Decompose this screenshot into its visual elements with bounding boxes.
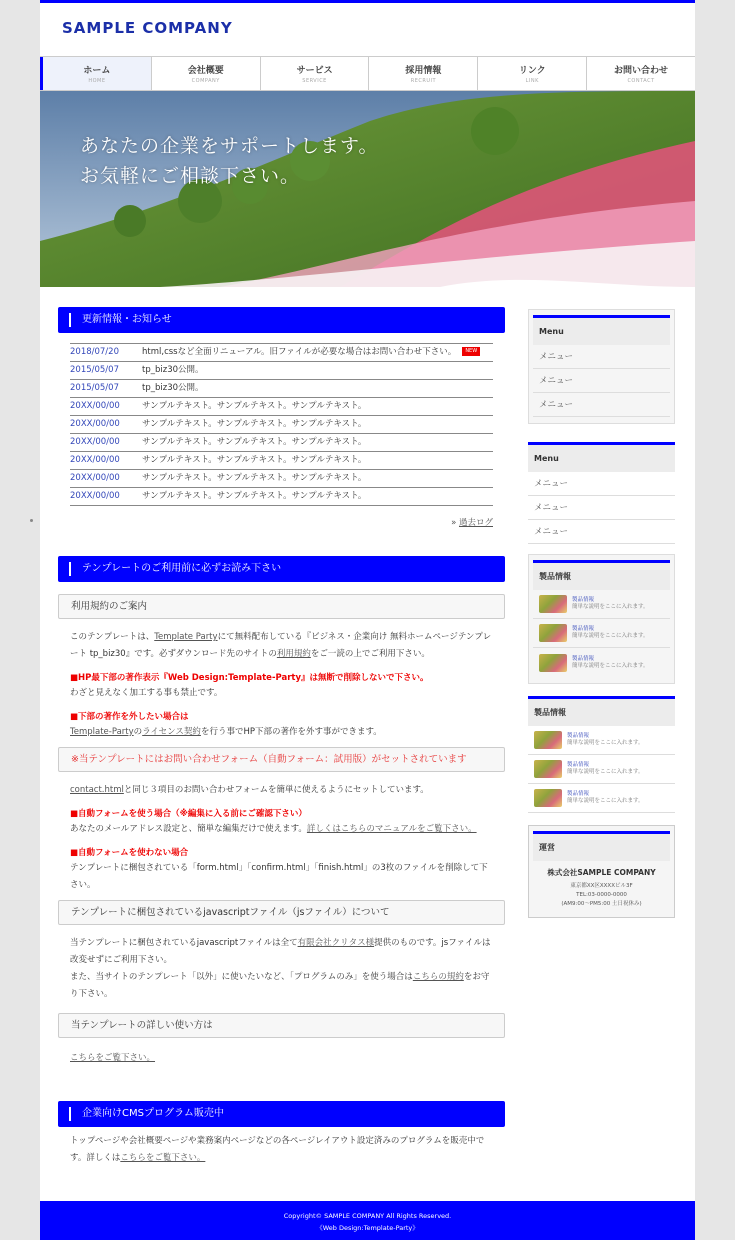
- product-name: 製品情報: [567, 791, 590, 797]
- js-paragraph-2: [70, 969, 493, 1003]
- site-logo[interactable]: SAMPLE COMPANY: [62, 19, 233, 37]
- program-terms-link[interactable]: こちらの規約: [412, 972, 464, 982]
- cms-text: トップページや会社概要ページや業務案内ページなどの各ページレイアウト設定済みのプログラムを販売中です。詳しくは: [70, 1136, 485, 1163]
- operator-address: 東京都XX区XXXXビル3F: [570, 883, 633, 889]
- product-desc: 簡単な説明をここに入れます。: [567, 769, 644, 775]
- nav-label: お問い合わせ: [614, 66, 669, 76]
- sidebar-menu-title: Menu: [533, 315, 670, 345]
- footer-copyright: Copyright© SAMPLE COMPANY All Rights Reserved.: [283, 1212, 452, 1220]
- note-credit-text: わざと見えなく加工する事も禁止です。: [70, 688, 223, 698]
- news-date: 20XX/00/00: [70, 401, 120, 411]
- terms-text-c: をご一読の上でご利用下さい。: [310, 649, 430, 659]
- terms-link[interactable]: 利用規約: [276, 649, 311, 659]
- product-thumbnail: [539, 654, 567, 672]
- news-item: [70, 452, 493, 470]
- nav-sublabel: RECRUIT: [410, 78, 437, 84]
- news-item: [70, 470, 493, 488]
- news-text-body: html,cssなど全面リニューアル。旧ファイルが必要な場合はお問い合わせ下さい。: [142, 347, 457, 357]
- guide-heading: テンプレートのご利用前に必ずお読み下さい: [58, 556, 505, 582]
- past-log-link[interactable]: 過去ログ: [458, 518, 493, 528]
- operator-box: [528, 825, 675, 918]
- hero-headline-2: お気軽にご相談下さい。: [80, 165, 301, 187]
- nav-label: ホーム: [83, 66, 111, 76]
- terms-heading: 利用規約のご案内: [58, 594, 505, 619]
- sidebar-menu-item[interactable]: メニュー: [533, 369, 670, 393]
- form-heading: ※当テンプレートにはお問い合わせフォーム（自動フォーム：試用版）がセットされています: [58, 747, 505, 772]
- license-mid: の: [133, 727, 143, 737]
- nav-item-recruit[interactable]: [368, 57, 477, 90]
- contact-html-link[interactable]: contact.html: [70, 785, 124, 795]
- product-item[interactable]: [533, 619, 670, 648]
- product-desc: 簡単な説明をここに入れます。: [567, 740, 644, 746]
- product-name: 製品情報: [572, 655, 595, 662]
- js-paragraph-1: [70, 935, 493, 969]
- footer-credit[interactable]: 《Web Design:Template-Party》: [316, 1224, 419, 1232]
- js-text-a: 当テンプレートに梱包されているjavascriptファイルは全て: [70, 938, 298, 948]
- nav-item-contact[interactable]: [586, 57, 695, 90]
- product-item[interactable]: [533, 590, 670, 619]
- terms-text-a: このテンプレートは、: [70, 632, 155, 642]
- auto-form-paragraph: [70, 821, 493, 838]
- news-heading: 更新情報・お知らせ: [58, 307, 505, 333]
- news-date: 2015/05/07: [70, 383, 119, 393]
- product-thumbnail: [534, 760, 562, 778]
- new-badge: NEW: [462, 347, 480, 356]
- nav-label: リンク: [518, 66, 546, 76]
- product-item[interactable]: [533, 648, 670, 677]
- license-paragraph: [70, 724, 493, 741]
- cms-paragraph: [70, 1133, 493, 1167]
- template-party-link-2[interactable]: Template-Party: [70, 727, 134, 737]
- sidebar-menu-item[interactable]: メニュー: [528, 496, 675, 520]
- product-box-title: 製品情報: [528, 696, 675, 726]
- sidebar-menu-list: [533, 345, 670, 417]
- js-heading: テンプレートに梱包されているjavascriptファイル（jsファイル）について: [58, 900, 505, 925]
- sidebar-menu-title: Menu: [528, 442, 675, 472]
- product-thumbnail: [534, 789, 562, 807]
- news-date: 20XX/00/00: [70, 491, 120, 501]
- news-text: サンプルテキスト。サンプルテキスト。サンプルテキスト。: [142, 419, 367, 429]
- news-date: 2018/07/20: [70, 347, 119, 357]
- footer: [40, 1201, 695, 1240]
- no-auto-form-text: テンプレートに梱包されている「form.html」「confirm.html」「finish.html」の3枚のファイルを削除して下さい。: [70, 863, 488, 890]
- page-bullet-dot: [30, 519, 33, 522]
- hero-flower-hill-image: [40, 91, 695, 287]
- product-name: 製品情報: [572, 626, 595, 632]
- product-item[interactable]: [528, 755, 675, 784]
- news-item: [70, 434, 493, 452]
- news-more: [58, 516, 493, 528]
- operator-tel: TEL:03-0000-0000: [576, 892, 627, 898]
- news-text: サンプルテキスト。サンプルテキスト。サンプルテキスト。: [142, 455, 367, 465]
- kuritasu-link[interactable]: 有限会社クリタス様: [297, 938, 375, 948]
- product-box-1: [528, 554, 675, 684]
- product-box-2: [528, 696, 675, 813]
- news-text: tp_biz30公開。: [142, 365, 204, 375]
- page-container: [40, 0, 695, 1240]
- operator-hours: (AM9:00〜PM5:00 土日祝休み): [561, 901, 642, 907]
- hero-headline-1: あなたの企業をサポートします。: [80, 135, 379, 157]
- product-desc: 簡単な説明をここに入れます。: [572, 662, 649, 669]
- main-nav: [40, 56, 695, 91]
- template-party-link[interactable]: Template Party: [154, 632, 218, 642]
- news-item: [70, 344, 493, 362]
- product-name: 製品情報: [572, 597, 595, 603]
- cms-link[interactable]: こちらをご覧下さい。: [120, 1153, 206, 1163]
- note-remove-credit: ■下部の著作を外したい場合は: [70, 712, 189, 722]
- license-end: を行う事でHP下部の著作を外す事ができます。: [200, 727, 382, 737]
- header: [40, 3, 695, 56]
- product-desc: 簡単な説明をここに入れます。: [572, 604, 649, 610]
- nav-label: 採用情報: [405, 66, 442, 76]
- manual-link[interactable]: 詳しくはこちらのマニュアルをご覧下さい。: [306, 824, 477, 834]
- sidebar-menu-item[interactable]: メニュー: [533, 345, 670, 369]
- sidebar-menu-item[interactable]: メニュー: [528, 520, 675, 544]
- nav-item-link[interactable]: [477, 57, 586, 90]
- product-name: 製品情報: [567, 762, 590, 768]
- news-text: tp_biz30公開。: [142, 383, 204, 393]
- news-date: 20XX/00/00: [70, 455, 120, 465]
- news-date: 2015/05/07: [70, 365, 119, 375]
- nav-label: 会社概要: [187, 66, 224, 76]
- news-item: [70, 488, 493, 506]
- news-item: [70, 362, 493, 380]
- operator-name: 株式会社SAMPLE COMPANY: [547, 868, 656, 877]
- news-text: サンプルテキスト。サンプルテキスト。サンプルテキスト。: [142, 437, 367, 447]
- cms-heading: 企業向けCMSプログラム販売中: [58, 1101, 505, 1127]
- news-date: 20XX/00/00: [70, 419, 120, 429]
- operator-title: 運営: [533, 831, 670, 861]
- product-desc: 簡単な説明をここに入れます。: [567, 798, 644, 804]
- news-text: サンプルテキスト。サンプルテキスト。サンプルテキスト。: [142, 401, 367, 411]
- note-no-auto-form: ■自動フォームを使わない場合: [70, 848, 189, 858]
- sidebar-menu-item[interactable]: メニュー: [533, 393, 670, 417]
- terms-paragraph: [70, 629, 493, 663]
- js2-text-b: をお守り下さい。: [70, 972, 490, 999]
- hero-banner: [40, 91, 695, 287]
- form-text: と同じ３項目のお問い合わせフォームを簡単に使えるようにセットしています。: [123, 785, 429, 795]
- nav-sublabel: SERVICE: [302, 78, 327, 84]
- news-text: サンプルテキスト。サンプルテキスト。サンプルテキスト。: [142, 473, 367, 483]
- news-date: 20XX/00/00: [70, 473, 120, 483]
- product-thumbnail: [539, 595, 567, 613]
- auto-form-text: あなたのメールアドレス設定と、簡単な編集だけで使えます。: [70, 824, 307, 834]
- license-link[interactable]: ライセンス契約: [142, 727, 201, 737]
- sidebar-menu-list: [528, 472, 675, 544]
- news-list: [70, 343, 493, 506]
- product-item[interactable]: [528, 726, 675, 755]
- js-text-b: 提供のものです。jsファイルは改変せずにご利用下さい。: [70, 938, 491, 965]
- news-text: [142, 344, 493, 361]
- product-desc: 簡単な説明をここに入れます。: [572, 633, 649, 639]
- nav-sublabel: COMPANY: [191, 78, 220, 84]
- news-item: [70, 398, 493, 416]
- js2-text-a: また、当サイトのテンプレート「以外」に使いたいなど、「プログラムのみ」を使う場合は: [70, 972, 413, 982]
- usage-link[interactable]: こちらをご覧下さい。: [70, 1053, 156, 1063]
- product-name: 製品情報: [567, 733, 590, 739]
- news-item: [70, 416, 493, 434]
- main-content: [58, 307, 505, 1167]
- usage-heading: 当テンプレートの詳しい使い方は: [58, 1013, 505, 1038]
- product-thumbnail: [539, 624, 567, 642]
- news-text: サンプルテキスト。サンプルテキスト。サンプルテキスト。: [142, 491, 367, 501]
- nav-item-service[interactable]: [260, 57, 369, 90]
- sidebar: [528, 309, 675, 918]
- sidebar-menu-box-1: [528, 309, 675, 424]
- news-item: [70, 380, 493, 398]
- nav-sublabel: HOME: [88, 78, 106, 84]
- nav-sublabel: LINK: [525, 78, 539, 84]
- product-item[interactable]: [528, 784, 675, 813]
- nav-sublabel: CONTACT: [627, 78, 655, 84]
- nav-item-home[interactable]: [40, 57, 151, 90]
- nav-label: サービス: [296, 66, 333, 76]
- sidebar-menu-box-2: [528, 442, 675, 544]
- sidebar-menu-item[interactable]: メニュー: [528, 472, 675, 496]
- more-arrow: »: [451, 518, 457, 528]
- news-date: 20XX/00/00: [70, 437, 120, 447]
- form-paragraph: [70, 782, 493, 799]
- product-thumbnail: [534, 731, 562, 749]
- nav-item-company[interactable]: [151, 57, 260, 90]
- note-credit: ■HP最下部の著作表示『Web Design:Template-Party』は無断で削除しないで下さい。: [70, 673, 429, 683]
- usage-paragraph: [70, 1050, 493, 1067]
- note-auto-form: ■自動フォームを使う場合（※編集に入る前にご確認下さい）: [70, 809, 307, 819]
- product-box-title: 製品情報: [533, 560, 670, 590]
- terms-text-b: にて無料配布している『ビジネス・企業向け 無料ホームページテンプレート tp_biz30』です。必ずダウンロード先のサイトの: [70, 632, 492, 659]
